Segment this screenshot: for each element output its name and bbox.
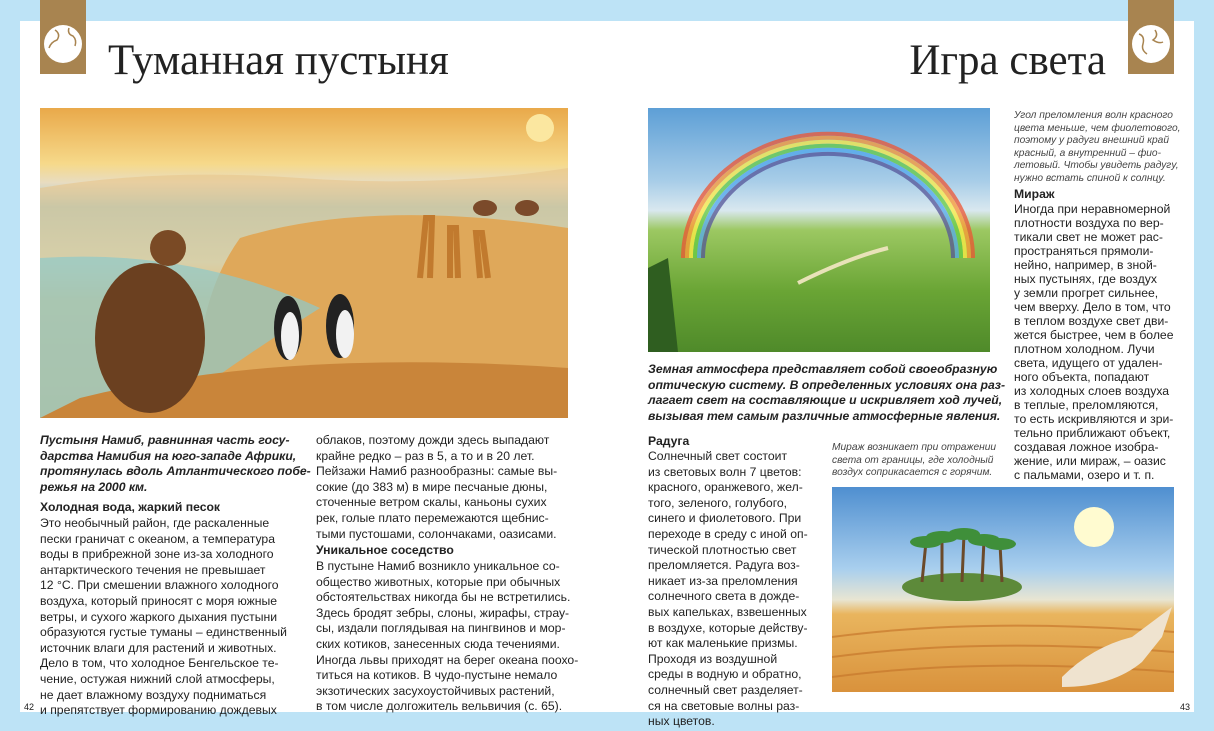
left-intro: Пустыня Намиб, равнинная часть госу- дарства Намибия на юго-западе Африки, протянулась вдоль Атлантического побе- режья на 2000 км. <box>40 433 311 494</box>
section-text-continued: облаков, поэтому дожди здесь выпадают крайне редко – раз в 5, а то и в 20 лет. Пейзажи Намиб разнообразны: самые вы- сокие (до 383 м) в мире песчаные дюны, сточенные ветром скалы, каньоны сухих рек, голые плато перемежаются щебнис- тыми пустошами, солончаками, оазисами. <box>316 433 558 541</box>
section-heading: Холодная вода, жаркий песок <box>40 500 221 514</box>
section-heading: Радуга <box>648 434 690 448</box>
section-text: Солнечный свет состоит из световых волн 7 цветов: красного, оранжевого, жел- того, зеленого, голубого, синего и фиолетового. При переходе в среду с иной оп- тической плотностью свет преломляется. Радуга воз- никает из-за преломления солнечного света в дожде- вых капельках, взвешенных в воздухе, которые действу- ют как маленькие призмы. Проходя из воздушной среды в водную и обратно, солнечный свет разделяет- ся на световые волны раз- ных цветов. <box>648 449 808 729</box>
rainbow-illustration <box>648 108 990 352</box>
globe-icon <box>1131 24 1171 64</box>
section-text: В пустыне Намиб возникло уникальное со- общество животных, которые при обычных обстоятельствах никогда бы не встретились. Здесь бродят зебры, слоны, жирафы, страу- сы, издали поглядывая на пингвинов и мор- ских котиков, занесенных сюда течениями. Иногда львы приходят на берег океана поохо- титься на котиков. В чудо-пустыне немало экзотических засухоустойчивых растений, в том числе долгожитель вельвичия (с. 65). <box>316 559 579 714</box>
page-title-right: Игра света <box>909 37 1106 84</box>
section-heading: Мираж <box>1014 187 1055 201</box>
namib-desert-illustration <box>40 108 568 418</box>
section-heading: Уникальное соседство <box>316 543 454 557</box>
globe-badge-left <box>40 0 86 74</box>
rainbow-caption: Угол преломления волн красного цвета меньше, чем фиолетового, поэтому у радуги внешний край красный, а внутренний – фио- летовый. Чтобы увидеть радугу, нужно встать спиной к солнцу. <box>1014 110 1181 184</box>
globe-icon <box>43 24 83 64</box>
mirage-illustration <box>832 487 1174 692</box>
page-title-left: Туманная пустыня <box>108 37 449 84</box>
section-text: Иногда при неравномерной плотности воздуха по вер- тикали свет не может рас- пространяться прямоли- нейно, например, в зной- ных пустынях, где воздух у земли прогрет сильнее, чем вверху. Дело в том, что в теплом воздухе свет дви- жется быстрее, чем в более плотном холодном. Лучи света, идущего от удален- ного объекта, попадают из холодных слоев воздуха в теплые, преломляются, то есть искривляются и зри- тельно приближают объект, создавая ложное изобра- жение, или мираж, – оазис с пальмами, озеро и т. п. <box>1014 202 1174 482</box>
page-number-left: 42 <box>24 702 35 712</box>
mirage-caption: Мираж возникает при отражении света от границы, где холодный воздух соприкасается с горячим. <box>832 442 997 479</box>
page-number-right: 43 <box>1179 702 1190 712</box>
right-intro: Земная атмосфера представляет собой своеобразную оптическую систему. В определенных условиях она раз- лагает свет на составляющие и искривляет ход лучей, вызывая тем самым различные атмосферные явления. <box>648 362 1006 423</box>
section-text: Это необычный район, где раскаленные пески граничат с океаном, а температура воды в прибрежной зоне из-за холодного антарктического течения не превышает 12 °С. При смешении влажного холодного воздуха, который приносят с моря южные ветры, и сухого жаркого дыхания пустыни образуются густые туманы – единственный источник влаги для растений и животных. Дело в том, что холодное Бенгельское те- чение, остужая нижний слой атмосферы, не дает влажному воздуху подниматься и препятствует формированию дождевых <box>40 516 287 718</box>
globe-badge-right <box>1128 0 1174 74</box>
